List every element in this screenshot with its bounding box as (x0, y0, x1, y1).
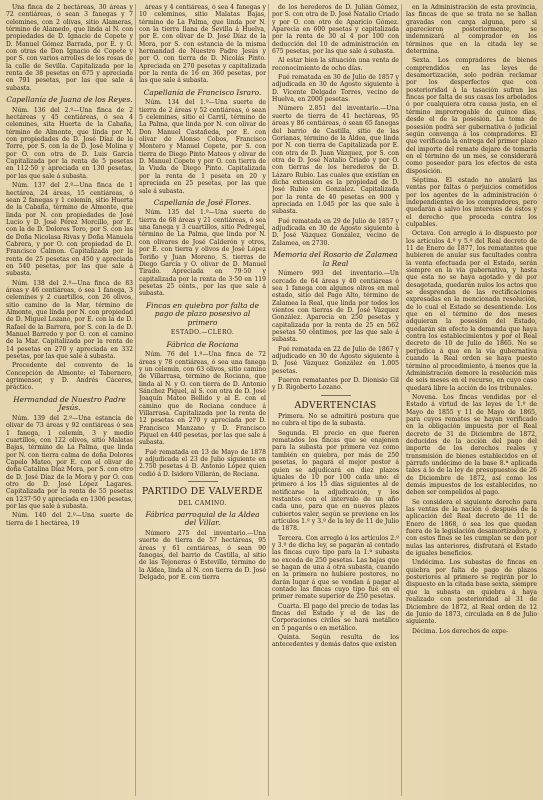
paragraph: Al estar bien la situación una venta de reconocimiento de ocho días. (272, 57, 399, 72)
paragraph: Número 2.851 del inventario.—Una suerte de tierra de 41 hectáreas, 95 áreas y 86 centiáreas, ó sean 65 fanegas del barrio de Castilla, sitio de las Gorianas, término de la Aldea, que linda por N. con tierra de Capitalizada por E. con otra de D. Juan Vázquez, por S. con otra de D. José Natalio Criado y por O. con tierras de los herederos de D. Lázaro Rubio. Las cuales que existían en dicha extensión es la propiedad de D. José Rubio en Gonzalez. Capitalizada por la renta de 40 pesetas en 900 y apreciada en 1.045 por las que sale á subasta. (272, 105, 399, 216)
district-heading: PARTIDO DE VALVERDE (142, 486, 263, 498)
paragraph: Número 275 del inventario.—Una suerte de tierra de 57 hectáreas, 95 áreas y 61 centiáreas, ó sean 90 fanegas, del barrio de Castilla, al sitio de las Tejoneras ó Estevillo, término de la Aldea, linda al N. con tierra de D. José Delgado, por E. con tierra (139, 530, 266, 582)
divider (321, 395, 351, 396)
paragraph: Primera. No se admitirá postura que no cubra el tipo de la subasta. (272, 413, 399, 428)
paragraph: Décima. Los derechos de expe- (412, 627, 509, 635)
section-heading: Fábrica de Rociana (166, 339, 239, 349)
section-heading: Fincas en quiebra por falta de pago de plazo posesivo al primero (145, 300, 260, 327)
advertencias-heading: ADVERTENCIAS (294, 399, 377, 411)
paragraph: Número 993 del inventario.—Un cercado de 64 áreas y 40 centiáreas ó sea 1 fanega con algunos olivos en mal estado, sitio del Pago Alto, término de Zalamea la Real, que linda por todos los vientos con tierras de D. José Vázquez González. Aparecia en 250 pesetas y capitalizada por la renta de 25 en 562 pesetas 50 céntimos, por las que sale á subasta. (272, 270, 399, 344)
paragraph: Núm. 140 del 2.º—Una suerte de tierra de 1 hectárea, 19 (6, 512, 133, 527)
paragraph: Fueron rematantes por D. Dionisio Gil y D. Rigoberto Lozano. (272, 377, 399, 392)
paragraph: Fué rematada en 30 de Julio de 1857 y adjudicada en 30 de Agosto siguiente á D. Vicente Delgado Torres, vecino de Huelva, en 2000 pesetas. (272, 74, 399, 104)
column-4 (406, 4, 537, 796)
paragraph: Núm. 136 del 2.º—Una finca de 2 hectáreas y 45 centiáreas, ó sea 4 celemines, sita Huerta de la Cabaña, término de Almonte, que linda por N. con propiedades de D. José Díaz de la Torre, por S. con la de D. José Molina y por O. con otra de D. Luis García Capitalizada por la renta de 5 pesetas en 112·50 y apreciada en 130 pesetas, por las que sale á subasta. (6, 106, 133, 180)
paragraph: Fué rematada en 22 de Julio de 1867 y adjudicado en 30 de Agosto siguiente á D. José Vázquez González en 1.005 pesetas. (272, 345, 399, 375)
paragraph: áreas y 4 centiáreas, ó sea 4 fanegas y 10 celemines, sitio Malatas Bajas, término de La Palma, que linda por N. con la tierra llana de Sevilla á Huelva, por E. con olivar de D. José Díaz de la Mora, por S. con estancia de la misma hermandad de Nuestro Padre Jesús y por O. con tierra de D. Nicolás Pinto. Apreciada en 270 pesetas y capitalizada por la renta de 16 en 360 pesetas, por las que sale á subasta. (139, 4, 266, 85)
column-rule (135, 4, 136, 796)
paragraph: Fué rematada en 13 de Mayo de 1878 y adjudicada el 23 de Julio siguiente en 2.750 pesetas á D. Antonio López quien cedió á D. Isidoro Villarán, de Rociana. (139, 448, 266, 478)
paragraph: Novena. Los fincas vendidas por el Estado á virtud de las leyes de 1.º de Mayo de 1855 y 11 de Mayo de 1865, para cuyos remates se hayan verificado en la obligación impuesta por el Real decreto de 31 de Diciembre de 1872, deducidos de la acción del pago del importe de los derechos reales y transmisión de bienes establecidos en el párrafo undécimo de la base 8.ª aplicada tales á lo de la ley de presupuestos de 26 de Diciembre de 1872, así como los demás impuestos de los establecidos, no deben ser compelidos al pago. (406, 393, 537, 497)
paragraph: Núm. 139 del 2.º—Una estancia de olivar de 73 áreas y 92 centiáreas ó sea 1 fanega, 1 celemín, 3 y medio cuartillos, con 122 olivos, sitio Malatas Bajas, término de La Palma, que linda por N. con tierra calma de doña Dolores Capelo Mateo, por E. con el olivar de doña Catalina Díaz Mora, por S. con otro de D. José Díaz de la Mora y por O. con otro de D. José López Lagares. Capitalizada por la renta de 55 pesetas en 1237·50 y apreciada en 1306 pesetas, por las que sale á subasta. (6, 414, 133, 511)
paragraph: Séptima. El estado no anulará las ventas por faltas ó perjuicios cometidos por los agentes de la administración ó independientes de los compradores, pero quedarán á salvo los intereses de éstos y el derecho que proceda contra los culpables. (406, 176, 537, 228)
paragraph: Sexta. Los compradores de bienes comprendidos en las leyes de desamortización, solo podrán reclamar por los desperfectos que con posterioridad á la tasación sufran las fincas por falta de sus casas los arbolados ó por cualquiera otra causa justa, en el término improrrogable de quince días, desde el de la posesión. La toma de posesión podrá ser gubernativa ó judicial según convenga á los compradores. El que verificada la entrega del primer plazo del importe del remate dejare de tomarla en el término de un mes, se considerará como poseedor para los efectos de esta disposición. (406, 57, 537, 175)
section-subheading: ESTADO.—CLERO. (170, 329, 235, 337)
section-heading: Hermandad de Nuestro Padre Jesús. (13, 394, 126, 413)
paragraph: Núm. 135 del 1.º—Una suerte de tierra de 68 áreas y 21 centiáreas, ó sea una fanega y 3 cuartillos, sitio Pedregal, término de La Palma, que linda por N. con olivares de José Calderón y otros, por E. con tierra y olivos de José López Toriño y Juan Moreno, S. tierras de Diego García y O. olivar de D. Manuel Tirado. Apreciada en 79·50 y capitalizada por la renta de 3·50 en 119 pesetas 25 cénts., por las que sale á subasta. (139, 209, 266, 298)
paragraph: Segunda. El precio en que fueren rematados los fincas que se enajenen para la subasta por primera vez como también en quiebra, por más de 250 pesetas, lo pagará el mejor postor á quien se adjudicará en diez plazos iguales de 10 por 100 cada uno: el primero á los 15 días siguientes al de notificarse la adjudicación, y los restantes con el intervalo de un año cada uno, para que en nuevos plazos cubiertos valer, según se previene en los artículos 1.º y 3.º de la ley de 11 de Julio de 1878. (272, 429, 399, 533)
paragraph: de los herederos de D. Julián Gómez, por S. con otra de D. José Natalio Criado y por O. con otro de Aparicio Gómez. Aparecia en 600 pesetas y capitalizada por la renta de 30 al 4 por 100 con deducción del 10 de administración en 675 pesetas, por las que sale á subasta. (272, 4, 399, 56)
divider (188, 481, 218, 482)
column-rule (401, 4, 402, 796)
column-2 (139, 4, 266, 796)
paragraph: Se considera el siguiente derecho para las ventas de la nación ó después de la aplicación del Real decreto de 11 de Enero de 1868, ó sea los que quedan fuera de la legislación desamortizadora, y con estos fines se les cumplan se den por nulas las anteriores, disfrutará el Estado de iguales beneficios. (406, 498, 537, 558)
paragraph: Quinta. Según resulta de los antecedentes y demás datos que existen (272, 634, 399, 649)
column-3 (272, 4, 399, 796)
paragraph: Procedente del convento de la Concepción de Almonte: el Tabernero, agrimensor, y D. Andrés Cáceres, práctico. (6, 362, 133, 392)
paragraph: Una finca de 2 hectáreas, 30 áreas y 72 centiáreas, ó sean 3 fanegas y 7 celemines, con 2 olivas, sitio Alameras, término de Alamedo, que linda al N. con propiedades de D. Ignacio de Copete y D. Manuel Gómez Barrada, por E. y O. con otras de Don Ignacio de Copete y por S. con varios arrolles de los rosas de la calle de Sevilla. Capitalizada por la renta de 38 pesetas en 675 y apreciada en 791 pesetas, por las que sale á subasta. (6, 4, 133, 92)
section-heading: Fábrica parroquial de la Aldea del Villar. (145, 509, 260, 528)
section-heading: Capellanía de Francisco Israro. (143, 87, 262, 97)
paragraph: Cuarta. El pago del precio de todas las fincas del Estado y el de las de Corporaciones civiles se hará metálico en 5 pagarés o en metálico. (272, 602, 399, 632)
column-rule (268, 4, 269, 796)
paragraph: Núm. 137 del 2.º—Una finca de 1 hectárea, 24 áreas, 15 centiáreas, ó sean 2 fanegas y 1 celemín, sitio Huerta de la Cabaña, término de Almonte, que linda por N. con propiedades de José Lucio y D. José Pérez Morcillo, por E. con la de D. Dolores Toro, por S. con las de Doña Nicolasa Rivas y Doña Manuela Cabrera, y por O. con propiedad de D. Francisco Calmon. Capitalizada por la renta de 25 pesetas en 450 y apreciada en 540 pesetas, por las que sale á subasta. (6, 182, 133, 278)
paragraph: Núm. 138 del 2.º—Una finca de 83 áreas y 46 centiáreas, ó sea 1 fanega, 3 celemines y 2 cuartillos, con 26 olivos, sitio camino de la Mar, término de Almonte, que linda por N. con propiedad de D. Miguel Lozano, por E. con la de D. Rafael de la Barrera, por S. con la de D. Manuel Barredo y por O. con el camino de la Mar. Capitalizada por la renta de 14 pesetas en 270 y apreciada en 332 pesetas, por las que sale á subasta. (6, 279, 133, 361)
district-subheading: DEL CAMINO. (178, 499, 227, 507)
paragraph: Undécima. Los subastas de fincas en quiebra por falta de pago de plazos posteriores al primero se regirán por lo dispuesto en la citada base sexta, siempre que la subasta en quiebra á haya realizado con posterioridad al 31 de Diciembre de 1872, al Real orden de 12 de Junio de 1873, circulada en 8 de Julio siguiente. (406, 559, 537, 626)
paragraph: Octava. Con arreglo á lo dispuesto por los artículos 4.º y 5.º del Real decreto de 11 de Enero de 1877, los rematantes que hubieren de anular sus facultades contra la venta efectuada por el Estado, serán siempre en la vía gubernativa, y hasta que esta no se haya agotado y dé por desagotada, quedarán nulos los actos que se desprendan de las rectificaciones expresadas en la mencionada resolución, de lo cual el Estado se desentiende. Los que en el término de dos meses adquieran la posesión del Estado, quedarán sin efecto la demanda que haya contra los establecimientos y por el Real decreto de 10 de Julio de 1865. No se perjudica á que en la vía gubernativa cuando la Real orden se haya puesto término al procedimiento, á menos que la Administración demore la resolución más de seis meses en el recurso, en cuyo caso quedará libre la acción de los tribunales. (406, 230, 537, 392)
paragraph: Tercera. Con arreglo á los artículos 2.º y 3.º de dicha ley, se pagarán al contado las fincas cuyo tipo para la 1.ª subasta no exceda de 250 pesetas. Las bajas que se hagan de una á otra subasta, cuando en la primera no hubiere postores, no darán lugar á que se vendan á pagar al contado las fincas cuyo tipo fué en el primer remate superior de 250 pesetas. (272, 534, 399, 601)
paragraph: en la Administración de esta provincia, las fincas de que se trata no se hallan gravadas con carga alguna, pero si aparecieron posteriormente, se indemnizará al comprador en los términos que en la citada ley se determina. (406, 4, 537, 56)
paragraph: Fué rematada en 29 de Julio de 1857 y adjudicada en 30 de Agosto siguiente á D. José Vázquez González, vecino de Zalamea, en 2730. (272, 217, 399, 247)
section-heading: Memoria del Rosario de Zalamea la Real (273, 250, 398, 268)
paragraph: Núm. 76 del 1.º—Una finca de 72 áreas y 78 centiáreas, ó sea una fanega y un celemín, con 63 olivos, sitio camino de Villarrasa, término de Rociana, que linda al N. y O. con tierra de D. Antonio Sánchez Piquel, al S. con otra de D. José Joaquín Mateo Bellido y al E. con el camino que de Rociana conduce á Villarrasa. Capitalizada por la renta de 12 pesetas en 270 y apreciada por D. Francisco Manzano y D. Francisco Piquel en 440 pesetas, por las que sale á subasta. (139, 351, 266, 447)
paragraph: Núm. 134 del 1.º—Una suerte de tierra de 2 áreas y 52 centiáreas, ó sean 5 celemines, sitio el Carril, término de La Palma, que linda por N. con olivar de Don Manuel Castañeda, por E. con olivar de Alonso Cobos, Francisco Montero y Manuel Copete, por S. con tierra de Diego Pinto Mateos y olivar de D. Manuel Copete y por O. con tierra de la Viuda de Diego Pinto. Capitalizada por la renta de 1 peseta en 20 y apreciada en 25 pesetas, por las que sale á subasta. (139, 99, 266, 195)
section-heading: Capellanía de José Flores. (153, 197, 252, 207)
section-heading: Capellanía de Juana de los Reyes. (6, 95, 133, 105)
column-1 (6, 4, 133, 796)
